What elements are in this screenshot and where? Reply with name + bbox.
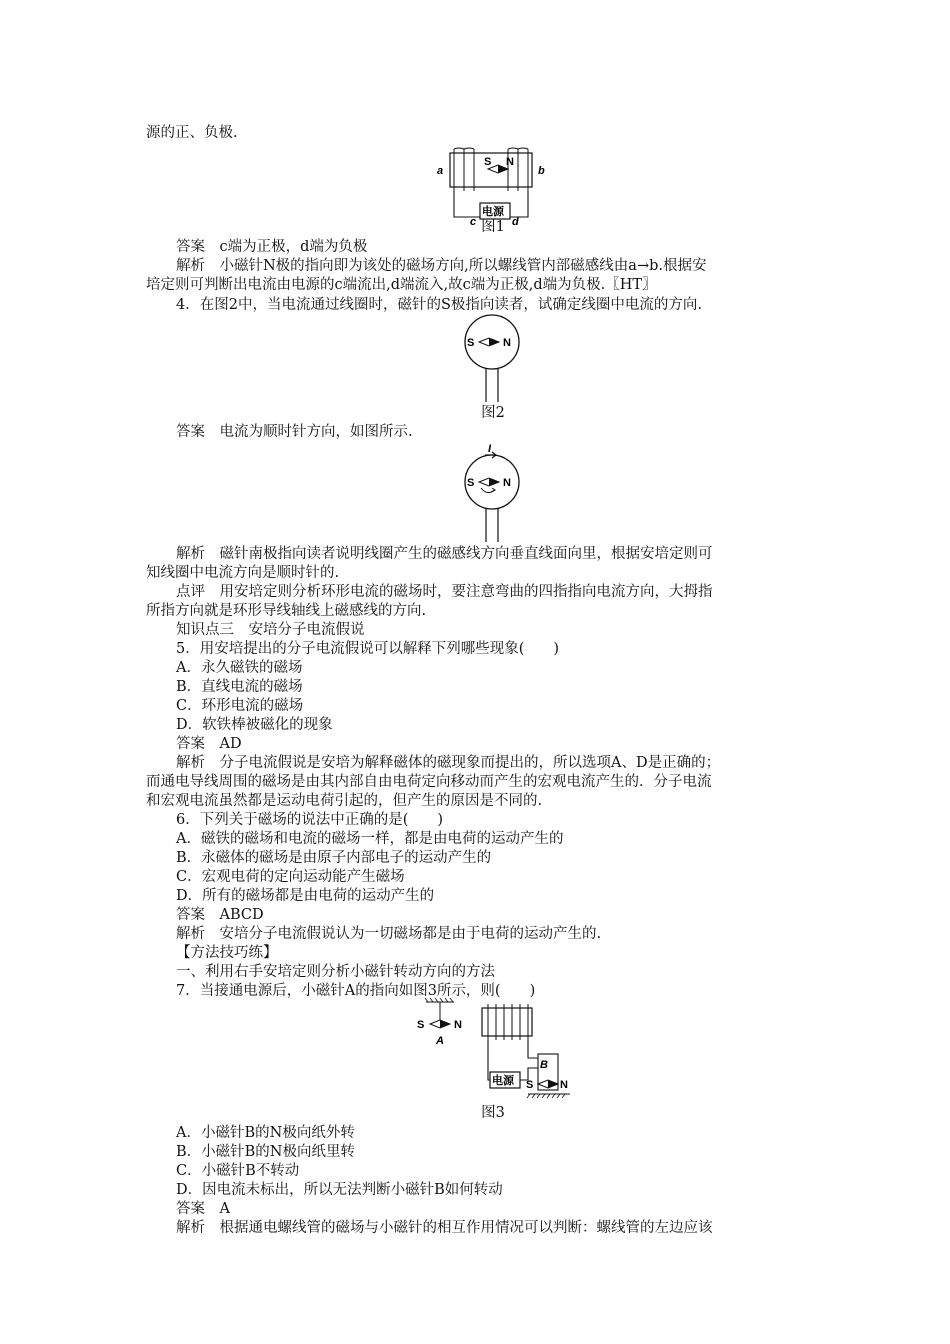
text-line: 解析 安培分子电流假说认为一切磁场都是由于电荷的运动产生的. [176, 926, 602, 942]
fig2-s-label: S [467, 337, 475, 349]
text-line: 4．在图2中，当电流通过线圈时，磁针的S极指向读者，试确定线圈中电流的方向. [176, 297, 702, 313]
text-line: 和宏观电流虽然都是运动电荷引起的，但产生的原因是不同的. [146, 793, 543, 809]
text-line: 解析 磁针南极指向读者说明线圈产生的磁感线方向垂直线面向里，根据安培定则可 [176, 546, 713, 562]
text-line: 答案 电流为顺时针方向，如图所示. [176, 424, 413, 440]
fig2-n-label: N [503, 337, 511, 349]
figure-2-caption: 图2 [481, 405, 505, 421]
fig3-source-label: 电源 [492, 1075, 514, 1087]
text-line: 培定则可判断出电流由电源的c端流出,d端流入,故c端为正极,d端为负极.〖HT〗 [146, 277, 657, 293]
text-line: 答案 c端为正极，d端为负极 [176, 239, 368, 255]
fig2b-s-label: S [467, 477, 475, 489]
fig3-s-label: S [417, 1019, 425, 1031]
fig1-a-label: a [437, 165, 444, 177]
fig3-b-label: B [540, 1059, 548, 1071]
section-heading: 知识点三 安培分子电流假说 [176, 622, 365, 638]
answer: 答案 AD [176, 736, 242, 752]
text-line: 解析 分子电流假说是安培为解释磁体的磁现象而提出的，所以选项A、D是正确的； [176, 755, 721, 771]
question-5: 5．用安培提出的分子电流假说可以解释下列哪些现象( ) [176, 641, 560, 657]
subsection-heading: 一、利用右手安培定则分析小磁针转动方向的方法 [176, 964, 495, 980]
text-line: 所指方向就是环形导线轴线上磁感线的方向. [146, 603, 427, 619]
option-d: D．所有的磁场都是由电荷的运动产生的 [176, 888, 435, 904]
fig3-nb-label: N [560, 1079, 568, 1091]
option-b: B．小磁针B的N极向纸里转 [176, 1144, 355, 1160]
question-6: 6．下列关于磁场的说法中正确的是( ) [176, 812, 444, 828]
option-d: D．软铁棒被磁化的现象 [176, 717, 333, 733]
text-line: 知线圈中电流方向是顺时针的. [146, 565, 340, 581]
option-b: B．直线电流的磁场 [176, 679, 303, 695]
option-c: C．宏观电荷的定向运动能产生磁场 [176, 869, 405, 885]
fig2b-i-label: I [488, 443, 492, 455]
text-line: 源的正、负极. [146, 125, 238, 141]
fig1-n-label: N [506, 156, 514, 168]
fig1-b-label: b [538, 165, 545, 177]
option-c: C．小磁针B不转动 [176, 1163, 300, 1179]
figure-2-ring-coil [455, 312, 530, 402]
text-line: 解析 根据通电螺线管的磁场与小磁针的相互作用情况可以判断：螺线管的左边应该 [176, 1220, 713, 1236]
option-d: D．因电流未标出，所以无法判断小磁针B如何转动 [176, 1182, 503, 1198]
figure-2-answer-diagram [455, 444, 530, 542]
figure-1-caption: 图1 [481, 219, 505, 235]
fig2b-n-label: N [503, 477, 511, 489]
fig1-c-label: c [470, 216, 477, 228]
option-b: B．永磁体的磁场是由原子内部电子的运动产生的 [176, 850, 492, 866]
option-a: A．磁铁的磁场和电流的磁场一样，都是由电荷的运动产生的 [176, 831, 564, 847]
figure-3-caption: 图3 [481, 1105, 505, 1121]
option-c: C．环形电流的磁场 [176, 698, 304, 714]
option-a: A．永久磁铁的磁场 [176, 660, 303, 676]
fig1-s-label: S [484, 156, 492, 168]
text-line: 而通电导线周围的磁场是由其内部自由电荷定向移动而产生的宏观电流产生的．分子电流 [146, 774, 712, 790]
question-7: 7．当接通电源后，小磁针A的指向如图3所示，则( ) [176, 983, 536, 999]
fig3-n-label: N [454, 1019, 462, 1031]
section-heading: 【方法技巧练】 [176, 945, 278, 961]
answer: 答案 A [176, 1201, 230, 1217]
fig3-a-label: A [436, 1035, 444, 1047]
answer: 答案 ABCD [176, 907, 264, 923]
fig3-sb-label: S [526, 1079, 534, 1091]
option-a: A．小磁针B的N极向纸外转 [176, 1125, 355, 1141]
fig1-source-label: 电源 [482, 206, 504, 218]
text-line: 解析 小磁针N极的指向即为该处的磁场方向,所以螺线管内部磁感线由a→b.根据安 [176, 258, 707, 274]
text-line: 点评 用安培定则分析环形电流的磁场时，要注意弯曲的四指指向电流方向，大拇指 [176, 584, 713, 600]
figure-3-solenoid-compasses [412, 998, 572, 1100]
fig1-d-label: d [512, 216, 519, 228]
